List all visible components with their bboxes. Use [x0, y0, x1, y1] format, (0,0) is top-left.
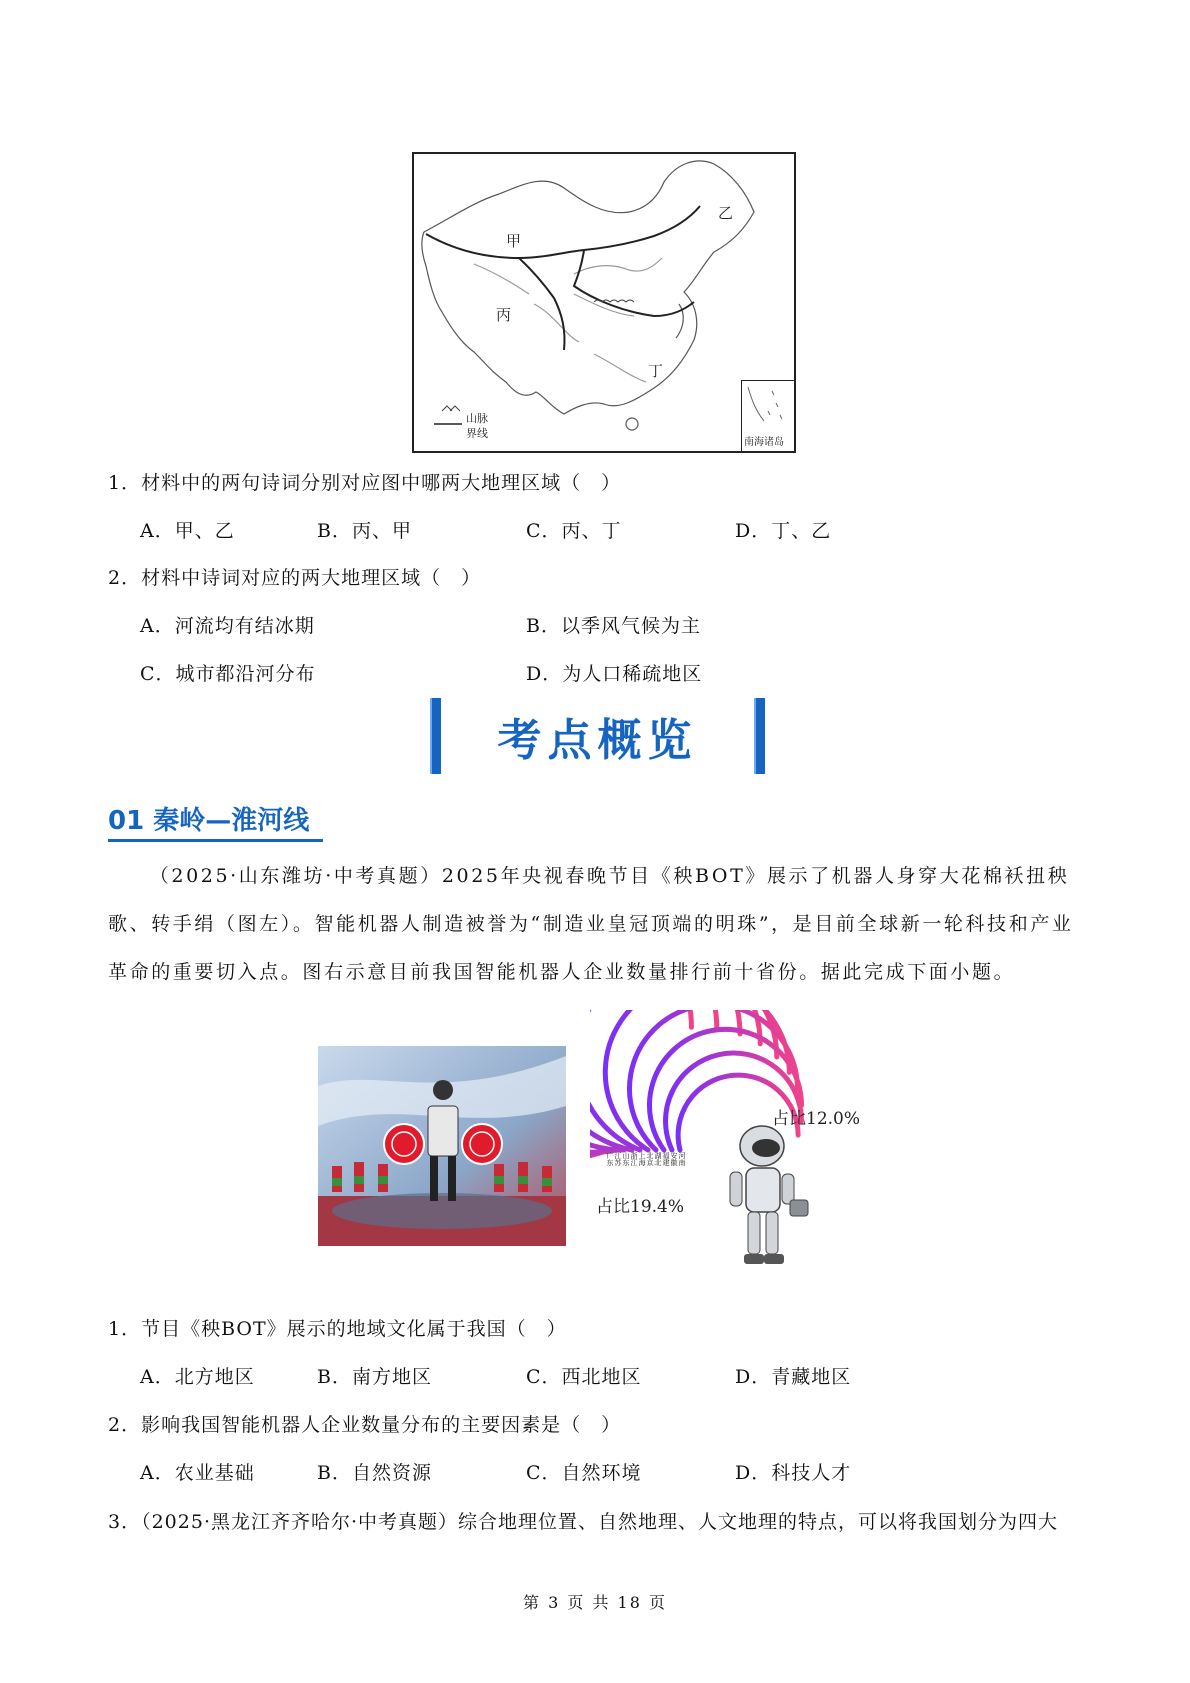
question-2: 2．材料中诗词对应的两大地理区域（ ） — [108, 567, 482, 589]
section-banner — [430, 698, 765, 774]
chart-svg — [590, 1010, 880, 1292]
q1-option-b: B．丙、甲 — [317, 520, 412, 542]
qb1-option-a: A．北方地区 — [140, 1366, 255, 1388]
intro-paragraph: （2025·山东潍坊·中考真题）2025年央视春晚节目《秧BOT》展示了机器人身穿大花棉袄扭秧歌、转手绢（图左）。智能机器人制造被誉为“制造业皇冠顶端的明珠”，是目前全球新一轮科技和产业革命的重要切入点。图右示意目前我国智能机器人企业数量排行前十省份。据此完成下面小题。 — [108, 865, 1074, 983]
region-ding: 丁 — [648, 362, 664, 380]
category-label: 浙江 — [630, 1152, 638, 1166]
category-label: 北京 — [646, 1152, 654, 1166]
category-label: 江苏 — [614, 1152, 622, 1166]
banner-title: 考点概览 — [497, 715, 698, 766]
category-label: 上海 — [638, 1152, 646, 1166]
region-jia: 甲 — [506, 232, 522, 250]
region-bing: 丙 — [496, 306, 512, 324]
category-label: 广东 — [606, 1152, 614, 1166]
category-label: 安徽 — [670, 1152, 678, 1166]
annotation-19: 占比19.4% — [596, 1197, 685, 1217]
question-1: 1．材料中的两句诗词分别对应图中哪两大地理区域（ ） — [108, 472, 622, 494]
category-label: 山东 — [622, 1152, 630, 1166]
q2-option-c: C．城市都沿河分布 — [140, 663, 316, 685]
south-sea-inset — [741, 380, 794, 451]
qb1-option-d: D．青藏地区 — [735, 1366, 852, 1388]
robot-dance-photo — [318, 1046, 566, 1246]
legend-boundary: 界线 — [466, 427, 488, 440]
category-label: 河南 — [678, 1152, 686, 1166]
question-b3: 3．（2025·黑龙江齐齐哈尔·中考真题）综合地理位置、自然地理、人文地理的特点，可以将我国划分为四大 — [108, 1511, 1059, 1533]
qb2-option-c: C．自然环境 — [526, 1462, 642, 1484]
q1-option-a: A．甲、乙 — [140, 520, 235, 542]
robot-illustration — [730, 1126, 808, 1264]
region-yi: 乙 — [718, 204, 734, 222]
question-b1: 1．节目《秧BOT》展示的地域文化属于我国（ ） — [108, 1318, 567, 1340]
category-label: 福建 — [662, 1152, 670, 1166]
q2-option-d: D．为人口稀疏地区 — [526, 663, 703, 685]
q1-option-d: D．丁、乙 — [735, 520, 832, 542]
page-footer: 第 3 页 共 18 页 — [523, 1593, 667, 1612]
photo-illustration — [318, 1046, 566, 1246]
china-region-map — [412, 152, 796, 453]
qb2-option-d: D．科技人才 — [735, 1462, 852, 1484]
qb2-option-b: B．自然资源 — [317, 1462, 432, 1484]
q1-option-c: C．丙、丁 — [526, 520, 622, 542]
section-heading: 01 秦岭—淮河线 — [108, 800, 323, 842]
robot-enterprise-chart — [590, 1010, 880, 1292]
question-b2: 2．影响我国智能机器人企业数量分布的主要因素是（ ） — [108, 1414, 622, 1436]
qb2-option-a: A．农业基础 — [140, 1462, 255, 1484]
q2-option-a: A．河流均有结冰期 — [140, 615, 315, 637]
q2-option-b: B．以季风气候为主 — [526, 615, 701, 637]
annotation-12: 占比12.0% — [772, 1109, 861, 1129]
legend-mountain: 山脉 — [466, 412, 488, 425]
qb1-option-b: B．南方地区 — [317, 1366, 432, 1388]
qb1-option-c: C．西北地区 — [526, 1366, 642, 1388]
map-outline — [414, 154, 794, 451]
inset-label: 南海诸岛 — [744, 437, 784, 448]
category-label: 湖北 — [654, 1152, 662, 1166]
